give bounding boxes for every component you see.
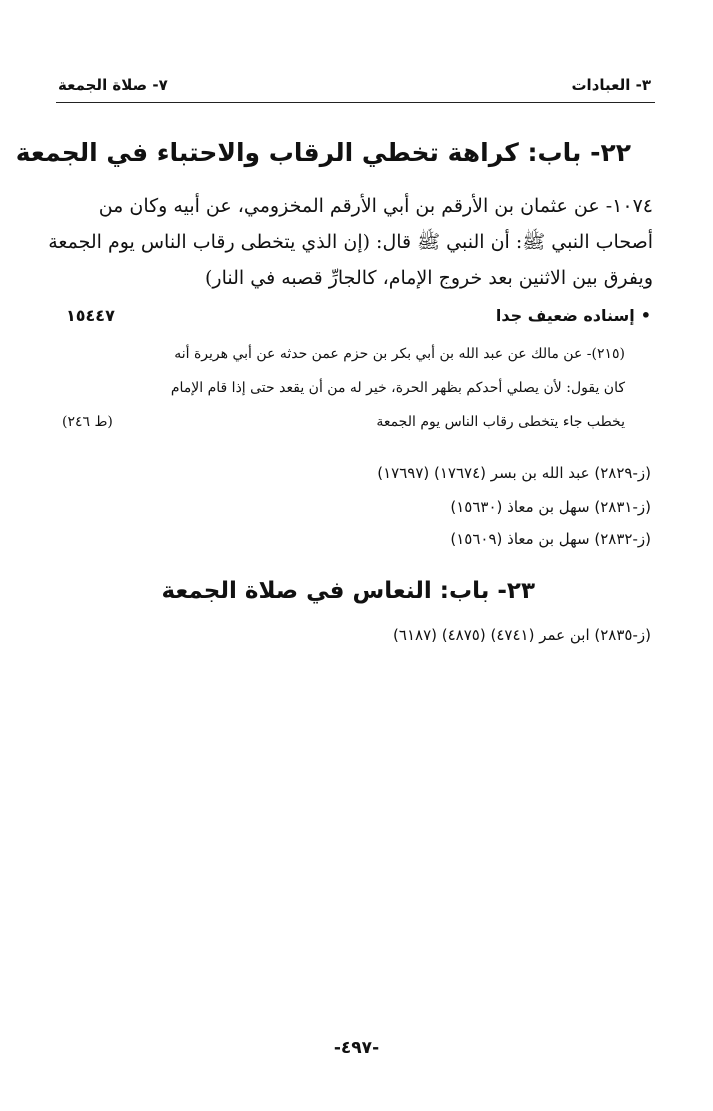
footnote-line: كان يقول: لأن يصلي أحدكم بظهر الحرة، خير له من أن يقعد حتى إذا قام الإمام	[170, 380, 625, 396]
cross-reference: (ز-٢٨٣٢) سهل بن معاذ (١٥٦٠٩)	[450, 530, 651, 548]
footnote-line: يخطب جاء يتخطى رقاب الناس يوم الجمعة	[376, 414, 625, 430]
hadith-grade	[496, 306, 651, 325]
cross-reference: (ز-٢٨٣٥) ابن عمر (٤٧٤١) (٤٨٧٥) (٦١٨٧)	[393, 626, 651, 644]
section-title-22: ٢٢- باب: كراهة تخطي الرقاب والاحتباء في الجمعة	[15, 138, 631, 167]
footnote-reference: (ط ٢٤٦)	[62, 414, 113, 430]
section-title-23: ٢٣- باب: النعاس في صلاة الجمعة	[161, 578, 535, 604]
bullet-icon: •	[640, 306, 651, 325]
hadith-line: ١٠٧٤- عن عثمان بن الأرقم بن أبي الأرقم المخزومي، عن أبيه وكان من	[98, 195, 653, 217]
grade-text: إسناده ضعيف جدا	[495, 306, 635, 325]
hadith-1074-text	[48, 188, 653, 296]
page-number: -٤٩٧-	[333, 1038, 380, 1058]
grade-number: ١٥٤٤٧	[66, 306, 115, 325]
hadith-line: أصحاب النبي ﷺ: أن النبي ﷺ قال: (إن الذي يتخطى رقاب الناس يوم الجمعة	[48, 231, 653, 253]
cross-reference: (ز-٢٨٢٩) عبد الله بن بسر (١٧٦٧٤) (١٧٦٩٧)	[377, 464, 651, 482]
footnote-line: (٢١٥)- عن مالك عن عبد الله بن أبي بكر بن حزم عمن حدثه عن أبي هريرة أنه	[174, 346, 625, 362]
cross-reference: (ز-٢٨٣١) سهل بن معاذ (١٥٦٣٠)	[450, 498, 651, 516]
running-header-chapter: ٣- العبادات	[571, 76, 651, 94]
running-header-section: ٧- صلاة الجمعة	[58, 76, 168, 94]
header-divider	[56, 102, 655, 103]
hadith-line: ويفرق بين الاثنين بعد خروج الإمام، كالجارِّ قصبه في النار)	[205, 267, 653, 289]
